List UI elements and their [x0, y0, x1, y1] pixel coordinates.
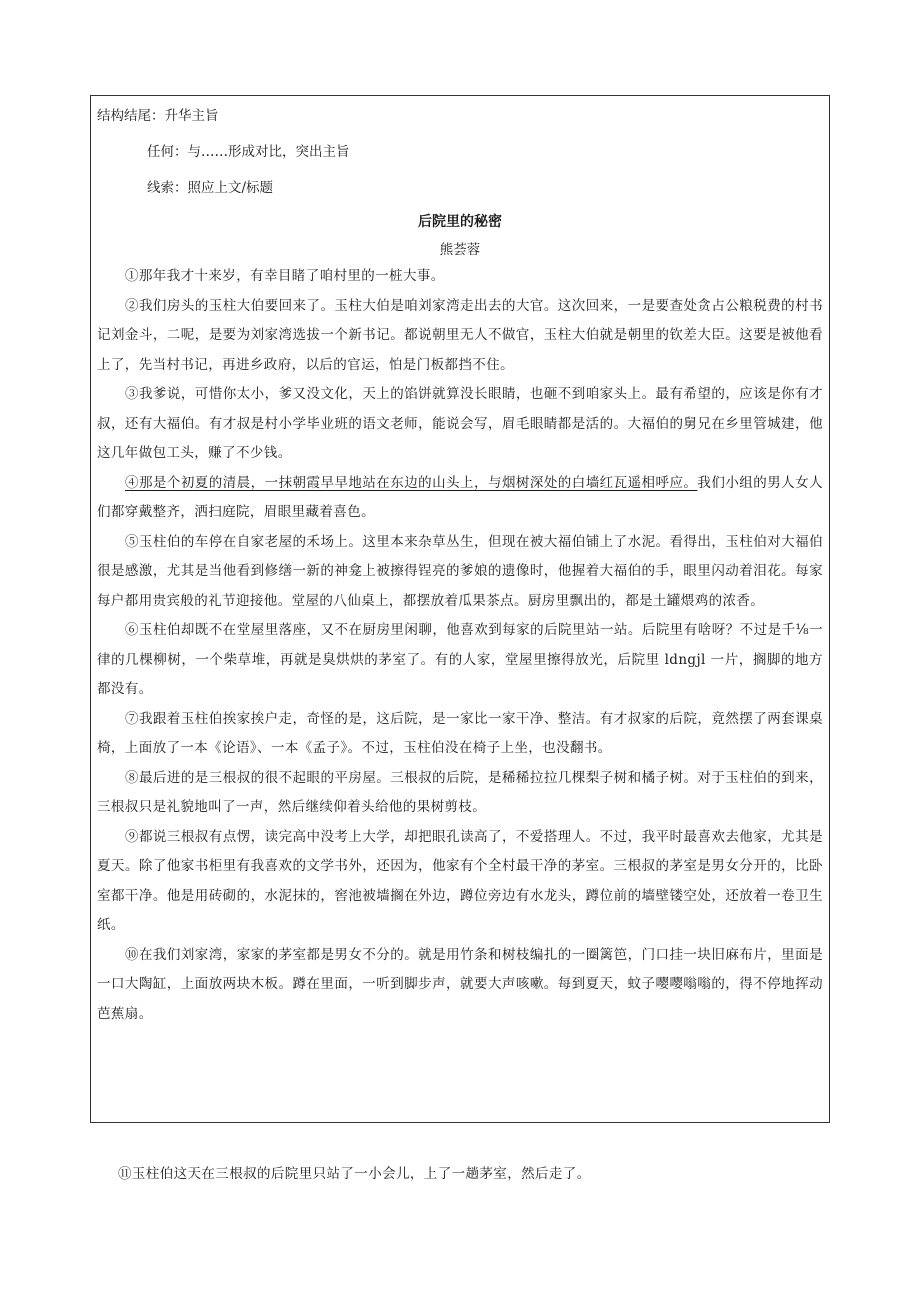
paragraph-6: ⑥玉柱伯却既不在堂屋里落座，又不在厨房里闲聊，他喜欢到每家的后院里站一站。后院里有啥呀？不过是千⅛一律的几棵柳树，一个柴草堆，再就是臭烘烘的茅室了。有的人家，堂屋里擦得放光，后院里 ldngjl 一片，搁脚的地方都没有。: [97, 622, 823, 697]
outline-ending: 结构结尾：升华主旨: [97, 108, 219, 124]
paragraph-11: ⑪玉柱伯这天在三根叔的后院里只站了一小会儿，上了一趟茅室，然后走了。: [118, 1165, 591, 1182]
paragraph-10: ⑩在我们刘家湾，家家的茅室都是男女不分的。就是用竹条和树枝编扎的一圈篱笆，门口挂一块旧麻布片，里面是一口大陶缸，上面放两块木板。蹲在里面，一听到脚步声，就要大声咳嗽。每到夏天，蚊子嘤嘤嗡嗡的，得不停地挥动芭蕉扇。: [97, 946, 823, 1022]
article-author: 熊荟蓉: [439, 242, 481, 258]
paragraph-5: ⑤玉柱伯的车停在自家老屋的禾场上。这里本来杂草丛生，但现在被大福伯铺上了水泥。看得出，玉柱伯对大福伯很是感激，尤其是当他看到修缮一新的神龛上被擦得锃亮的爹娘的遗像时，他握着大福伯的手，眼里闪动着泪花。每家每户都用贵宾般的礼节迎接他。堂屋的八仙桌上，都摆放着瓜果茶点。厨房里飘出的，都是土罐煨鸡的浓香。: [97, 533, 823, 609]
paragraph-3: ③我爹说，可惜你太小，爹又没文化，天上的馅饼就算没长眼睛，也砸不到咱家头上。最有希望的，应该是你有才叔，还有大福伯。有才叔是村小学毕业班的语文老师，能说会写，眉毛眼睛都是活的。大福伯的舅兄在乡里管城建，他这几年做包工头，赚了不少钱。: [97, 386, 823, 461]
outline-clue: 线索：照应上文/标题: [147, 180, 274, 196]
paragraph-9: ⑨都说三根叔有点愣，读完高中没考上大学，却把眼孔读高了，不爱搭理人。不过，我平时最喜欢去他家，尤其是夏天。除了他家书柜里有我喜欢的文学书外，还因为，他家有个全村最干净的茅室。三根叔的茅室是男女分开的，比卧室都干净。他是用砖砌的，水泥抹的，窖池被墙搁在外边，蹲位旁边有水龙头，蹲位前的墙壁镂空处，还放着一卷卫生纸。: [97, 828, 823, 933]
outline-contrast: 任何：与……形成对比，突出主旨: [147, 144, 350, 160]
document-table-cell: [90, 95, 830, 1123]
article-title: 后院里的秘密: [418, 214, 502, 230]
paragraph-7: ⑦我跟着玉柱伯挨家挨户走，奇怪的是，这后院，是一家比一家干净、整洁。有才叔家的后院，竟然摆了两套课桌椅，上面放了一本《论语》、一本《孟子》。不过，玉柱伯没在椅子上坐，也没翻书。: [97, 710, 823, 756]
paragraph-2: ②我们房头的玉柱大伯要回来了。玉柱大伯是咱刘家湾走出去的大官。这次回来，一是要查处贪占公粮税费的村书记刘金斗，二呢，是要为刘家湾选拔一个新书记。都说朝里无人不做官，玉柱大伯就是朝里的钦差大臣。这要是被他看上了，先当村书记，再进乡政府，以后的官运，怕是门板都挡不住。: [97, 297, 823, 373]
paragraph-4: [97, 469, 823, 528]
paragraph-4-rest: 我们小组的男人女人们都穿戴整齐，洒扫庭院，眉眼里藏着喜色。: [97, 474, 823, 520]
paragraph-1: ①那年我才十来岁，有幸目睹了咱村里的一桩大事。: [125, 268, 445, 284]
paragraph-4-underlined-sentence: ④那是个初夏的清晨，一抹朝霞早早地站在东边的山头上，与烟树深处的白墙红瓦遥相呼应。: [125, 474, 698, 491]
paragraph-8: ⑧最后进的是三根叔的很不起眼的平房屋。三根叔的后院，是稀稀拉拉几棵梨子树和橘子树。对于玉柱伯的到来，三根叔只是礼貌地叫了一声，然后继续仰着头给他的果树剪枝。: [97, 769, 823, 815]
